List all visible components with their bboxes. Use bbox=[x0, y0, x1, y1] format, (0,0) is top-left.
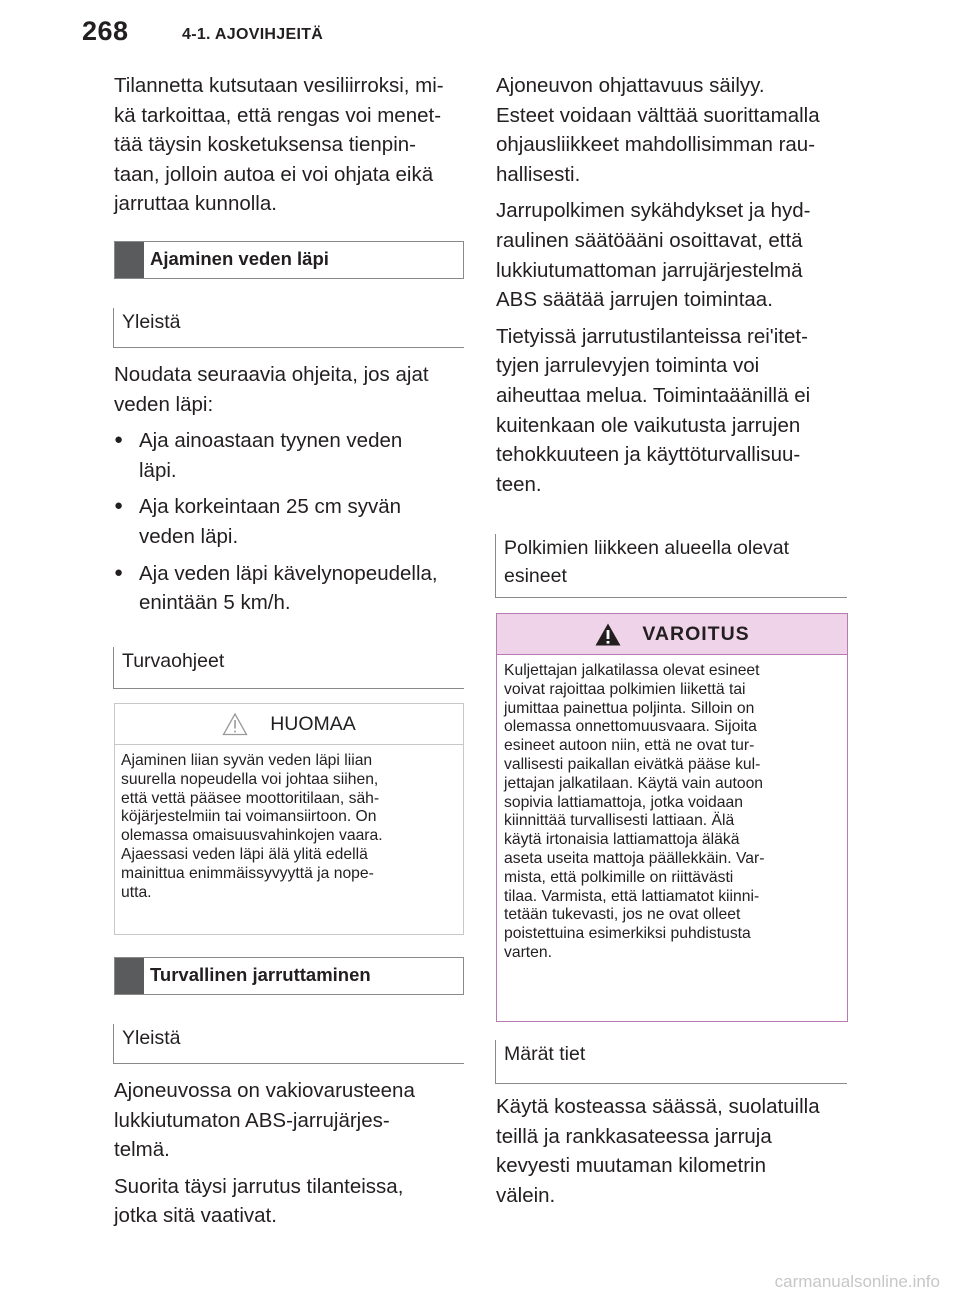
abs-paragraph: Ajoneuvossa on vakiovarusteena lukkiutumaton ABS-jarrujärjes- telmä. Suorita täysi jarrutus tilanteissa, jotka sitä vaativat. bbox=[114, 1079, 415, 1228]
right-paragraphs: Ajoneuvon ohjattavuus säilyy. Esteet voidaan välttää suorittamalla ohjausliikkeet mahdollisimman rau- hallisesti. Jarrupolkimen sykähdykset ja hyd- raulinen säätöääni osoittavat, että lukkiutumattoman jarrujärjestelmä ABS säätää jarrujen toimintaa. Tietyissä jarrutustilanteissa rei'itet- tyjen jarrulevyjen toiminta voi aiheuttaa melua. Toimintaäänillä ei kuitenkaan ole vaikutusta jarrujen tehokkuuteen ja käyttöturvallisuu- teen. bbox=[496, 74, 820, 496]
list-item: ● Aja ainoastaan tyynen veden läpi. bbox=[114, 426, 464, 485]
list-item: ● Aja korkeintaan 25 cm syvän veden läpi. bbox=[114, 492, 464, 551]
warning-header bbox=[497, 614, 847, 655]
heading-bar bbox=[115, 958, 144, 994]
intro-paragraph: Tilannetta kutsutaan vesiliirroksi, mi- kä tarkoittaa, että rengas voi menet- tää täysin kosketuksensa tienpin- taan, jolloin autoa ei voi ohjata eikä jarruttaa kunnolla. bbox=[114, 74, 444, 216]
notice-title: HUOMAA bbox=[270, 712, 356, 735]
list-item: ● Aja veden läpi kävelynopeudella, enintään 5 km/h. bbox=[114, 559, 464, 618]
heading-bar bbox=[115, 242, 144, 278]
wet-roads-paragraph: Käytä kosteassa säässä, suolatuilla teillä ja rankkasateessa jarruja kevyesti muutaman kilometrin välein. bbox=[496, 1095, 820, 1207]
section-heading-braking: Turvallinen jarruttaminen bbox=[114, 957, 464, 995]
warning-title: VAROITUS bbox=[642, 622, 750, 645]
subheading-general-braking: Yleistä bbox=[113, 1024, 464, 1064]
section-heading-water: Ajaminen veden läpi bbox=[114, 241, 464, 279]
subheading-wet-roads: Märät tiet bbox=[495, 1040, 847, 1084]
subheading-general: Yleistä bbox=[113, 308, 464, 348]
notice-header bbox=[115, 704, 463, 745]
notice-text: Ajaminen liian syvän veden läpi liian suurella nopeudella voi johtaa siihen, että vettä pääsee moottoritilaan, säh- köjärjestelmiin tai voimansiirtoon. On olemassa omaisuusvahinkojen vaara. Ajaessasi veden läpi älä ylitä edellä mainittua enimmäissyvyyttä ja nope- utta. bbox=[121, 752, 383, 901]
caution-triangle-icon bbox=[222, 712, 248, 736]
warning-box bbox=[496, 613, 848, 1022]
water-instructions: Noudata seuraavia ohjeita, jos ajat veden läpi: ● Aja ainoastaan tyynen veden läpi. ● Aja korkeintaan 25 cm syvän veden läpi. ● Aja veden läpi kävelynopeudella, enintään 5 km/h. bbox=[114, 360, 464, 618]
watermark: carmanualsonline.info bbox=[774, 1272, 940, 1291]
subheading-pedal-objects: Polkimien liikkeen alueella olevat esineet bbox=[495, 534, 847, 598]
warning-text: Kuljettajan jalkatilassa olevat esineet voivat rajoittaa polkimien liikettä tai jumittaa painettua poljinta. Silloin on olemassa onnettomuusvaara. Sijoita esineet autoon niin, että ne ovat tur- vallisesti paikallan eivätkä pääse kul- jettajan jalkatilaan. Käytä vain autoon sopivia lattiamattoja, jotka voidaan kiinnittää turvallisesti lattiaan. Älä käytä irtonaisia lattiamattoja äläkä aseta useita mattoja päällekkäin. Var- mista, että polkimille on riittävästi tilaa. Varmista, että lattiamatot kiinni- tetään tukevasti, jos ne ovat olleet poistettuina esimerkiksi puhdistusta varten. bbox=[504, 662, 765, 961]
subheading-safety: Turvaohjeet bbox=[113, 647, 464, 689]
notice-box bbox=[114, 703, 464, 935]
warning-triangle-icon bbox=[594, 622, 622, 647]
page-number: 268 bbox=[82, 16, 129, 46]
chapter-title: 4-1. AJOVIHJEITÄ bbox=[182, 26, 324, 43]
